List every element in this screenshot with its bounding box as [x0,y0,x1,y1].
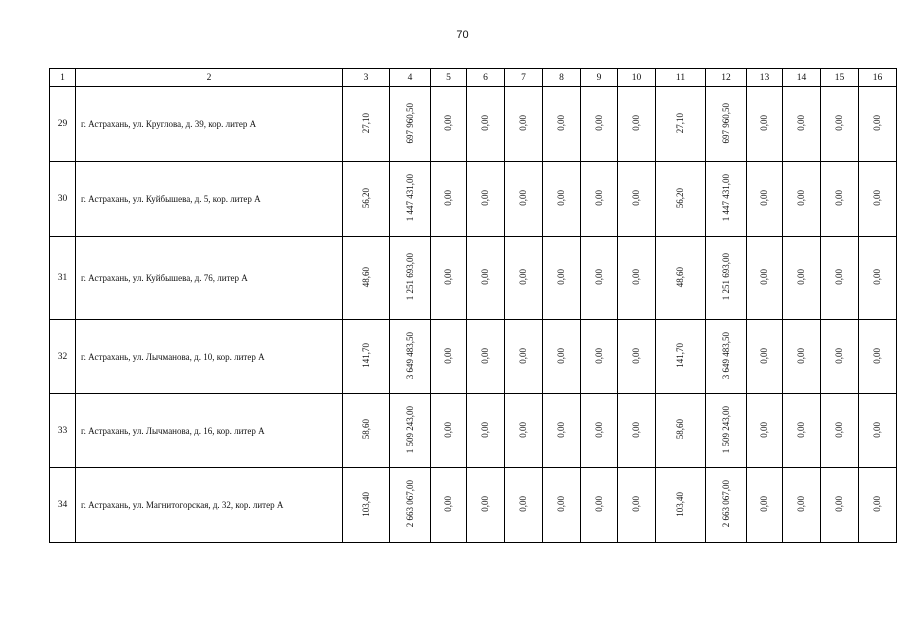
value-text: 0,00 [593,496,604,512]
value-text: 697 960,50 [404,102,415,144]
value-text: 0,00 [796,496,806,512]
table-row [50,394,897,468]
value-cell [706,162,747,237]
value-cell [656,162,706,237]
column-header: 5 [431,69,467,87]
value-cell [431,87,467,162]
column-header: 13 [747,69,783,87]
value-text: 48,60 [675,266,685,288]
address-cell: г. Астрахань, ул. Лычманова, д. 16, кор. литер А [76,394,343,468]
value-text: 2 663 067,00 [720,480,731,528]
value-cell [859,237,897,320]
table-row [50,237,897,320]
address-cell: г. Астрахань, ул. Круглова, д. 39, кор. литер А [76,87,343,162]
value-text: 0,00 [518,496,528,512]
value-text: 1 509 243,00 [720,405,731,454]
value-cell [821,320,859,394]
value-cell [543,87,581,162]
row-number: 34 [50,468,76,543]
value-cell [343,237,390,320]
value-text: 0,00 [518,269,528,285]
value-text: 697 960,50 [720,102,731,144]
value-text: 0,00 [759,496,769,512]
table-row [50,320,897,394]
value-text: 0,00 [480,496,490,512]
value-cell [431,162,467,237]
value-text: 0,00 [759,115,769,131]
value-cell [859,162,897,237]
value-text: 0,00 [834,115,844,131]
value-text: 0,00 [759,421,769,438]
column-header: 1 [50,69,76,87]
value-cell [467,237,505,320]
value-text: 0,00 [872,347,882,364]
value-cell [859,468,897,543]
table-row [50,87,897,162]
value-text: 0,00 [480,347,490,364]
value-cell [505,394,543,468]
value-cell [543,320,581,394]
value-text: 0,00 [593,269,604,285]
address-cell: г. Астрахань, ул. Магнитогорская, д. 32, кор. литер А [76,468,343,543]
value-cell [505,87,543,162]
value-cell [747,162,783,237]
column-header: 3 [343,69,390,87]
value-text: 103,40 [360,491,371,517]
value-text: 0,00 [518,190,528,206]
value-text: 0,00 [631,496,641,512]
value-cell [706,87,747,162]
value-cell [747,237,783,320]
value-cell [543,162,581,237]
value-cell [581,87,618,162]
value-text: 0,00 [759,190,769,206]
value-cell [467,468,505,543]
value-text: 2 663 067,00 [404,480,415,528]
value-text: 0,00 [796,190,806,206]
value-text: 1 447 431,00 [404,174,415,222]
value-text: 0,00 [480,190,490,206]
value-cell [859,87,897,162]
value-cell [783,468,821,543]
value-cell [783,394,821,468]
value-cell [618,162,656,237]
value-text: 103,40 [675,491,685,517]
column-header: 11 [656,69,706,87]
value-cell [747,468,783,543]
value-cell [343,468,390,543]
value-cell [706,468,747,543]
value-text: 0,00 [443,269,453,285]
value-text: 0,00 [443,115,453,131]
value-cell [505,237,543,320]
value-text: 0,00 [759,269,769,285]
value-text: 0,00 [443,347,453,364]
value-cell [618,87,656,162]
value-cell [656,87,706,162]
value-cell [618,320,656,394]
column-header: 8 [543,69,581,87]
value-text: 0,00 [593,421,604,438]
value-text: 56,20 [360,187,371,209]
column-header: 4 [390,69,431,87]
row-number: 29 [50,87,76,162]
value-cell [431,237,467,320]
value-cell [467,87,505,162]
value-cell [343,394,390,468]
value-cell [783,87,821,162]
value-cell [343,162,390,237]
page-number: 70 [456,29,469,41]
value-cell [431,468,467,543]
value-cell [390,320,431,394]
value-text: 1 251 693,00 [720,253,731,301]
value-cell [706,320,747,394]
value-cell [706,394,747,468]
value-cell [581,237,618,320]
value-text: 0,00 [834,421,844,438]
value-cell [618,468,656,543]
value-text: 1 509 243,00 [404,405,415,454]
column-header: 10 [618,69,656,87]
value-text: 0,00 [518,347,528,364]
value-cell [343,320,390,394]
value-cell [656,320,706,394]
value-text: 0,00 [631,347,641,364]
value-text: 0,00 [480,269,490,285]
value-text: 0,00 [556,421,566,438]
column-header: 12 [706,69,747,87]
value-cell [390,394,431,468]
value-text: 0,00 [834,347,844,364]
value-text: 0,00 [796,421,806,438]
value-cell [821,468,859,543]
value-text: 58,60 [675,419,685,440]
value-cell [543,237,581,320]
value-text: 0,00 [834,269,844,285]
value-text: 0,00 [872,115,882,131]
value-cell [859,320,897,394]
value-text: 0,00 [556,347,566,364]
value-cell [859,394,897,468]
value-cell [821,162,859,237]
value-cell [505,468,543,543]
value-text: 56,20 [675,187,685,209]
value-cell [581,320,618,394]
value-text: 27,10 [675,112,685,134]
row-number: 32 [50,320,76,394]
address-cell: г. Астрахань, ул. Куйбышева, д. 5, кор. литер А [76,162,343,237]
value-text: 0,00 [796,269,806,285]
value-cell [467,394,505,468]
value-cell [656,468,706,543]
value-text: 0,00 [759,347,769,364]
column-header: 2 [76,69,343,87]
value-text: 3 649 483,50 [404,331,415,380]
registry-table [49,68,897,543]
value-text: 0,00 [443,496,453,512]
value-cell [390,162,431,237]
row-number: 31 [50,237,76,320]
value-cell [656,394,706,468]
table-row [50,162,897,237]
table-row [50,468,897,543]
value-cell [343,87,390,162]
column-header: 6 [467,69,505,87]
address-cell: г. Астрахань, ул. Лычманова, д. 10, кор. литер А [76,320,343,394]
header-row [50,69,897,87]
value-text: 0,00 [834,190,844,206]
value-cell [783,237,821,320]
value-text: 141,70 [675,343,685,368]
value-text: 48,60 [360,266,371,288]
value-text: 0,00 [556,496,566,512]
row-number: 33 [50,394,76,468]
value-cell [390,237,431,320]
value-cell [390,468,431,543]
value-text: 0,00 [443,421,453,438]
value-cell [431,394,467,468]
value-text: 0,00 [796,347,806,364]
value-cell [581,162,618,237]
value-text: 27,10 [360,112,371,134]
value-cell [467,320,505,394]
value-text: 0,00 [631,269,641,285]
value-text: 0,00 [872,269,882,285]
value-cell [821,237,859,320]
column-header: 14 [783,69,821,87]
value-cell [505,162,543,237]
value-text: 1 447 431,00 [720,174,731,222]
value-text: 0,00 [443,190,453,206]
value-cell [747,394,783,468]
value-text: 0,00 [631,421,641,438]
value-cell [747,87,783,162]
value-cell [505,320,543,394]
value-text: 0,00 [556,115,566,131]
value-cell [618,394,656,468]
value-text: 0,00 [872,190,882,206]
column-header: 15 [821,69,859,87]
value-cell [431,320,467,394]
value-cell [706,237,747,320]
value-text: 0,00 [518,115,528,131]
value-text: 0,00 [556,269,566,285]
value-text: 0,00 [631,190,641,206]
value-text: 0,00 [480,421,490,438]
value-text: 0,00 [556,190,566,206]
value-cell [783,320,821,394]
value-text: 0,00 [631,115,641,131]
value-cell [390,87,431,162]
value-text: 0,00 [872,421,882,438]
value-text: 0,00 [796,115,806,131]
value-cell [618,237,656,320]
value-text: 0,00 [518,421,528,438]
column-header: 16 [859,69,897,87]
value-cell [783,162,821,237]
column-header: 9 [581,69,618,87]
value-cell [821,87,859,162]
address-cell: г. Астрахань, ул. Куйбышева, д. 76, литер А [76,237,343,320]
column-header: 7 [505,69,543,87]
value-cell [467,162,505,237]
value-cell [747,320,783,394]
row-number: 30 [50,162,76,237]
value-text: 0,00 [872,496,882,512]
value-text: 1 251 693,00 [404,253,415,301]
value-cell [821,394,859,468]
value-text: 58,60 [360,419,371,440]
value-text: 0,00 [834,496,844,512]
value-cell [543,394,581,468]
value-text: 0,00 [593,347,604,364]
value-text: 3 649 483,50 [720,331,731,380]
value-text: 141,70 [360,343,371,368]
value-cell [581,468,618,543]
value-text: 0,00 [593,190,604,206]
value-cell [656,237,706,320]
value-cell [581,394,618,468]
value-text: 0,00 [593,115,604,131]
value-cell [543,468,581,543]
value-text: 0,00 [480,115,490,131]
